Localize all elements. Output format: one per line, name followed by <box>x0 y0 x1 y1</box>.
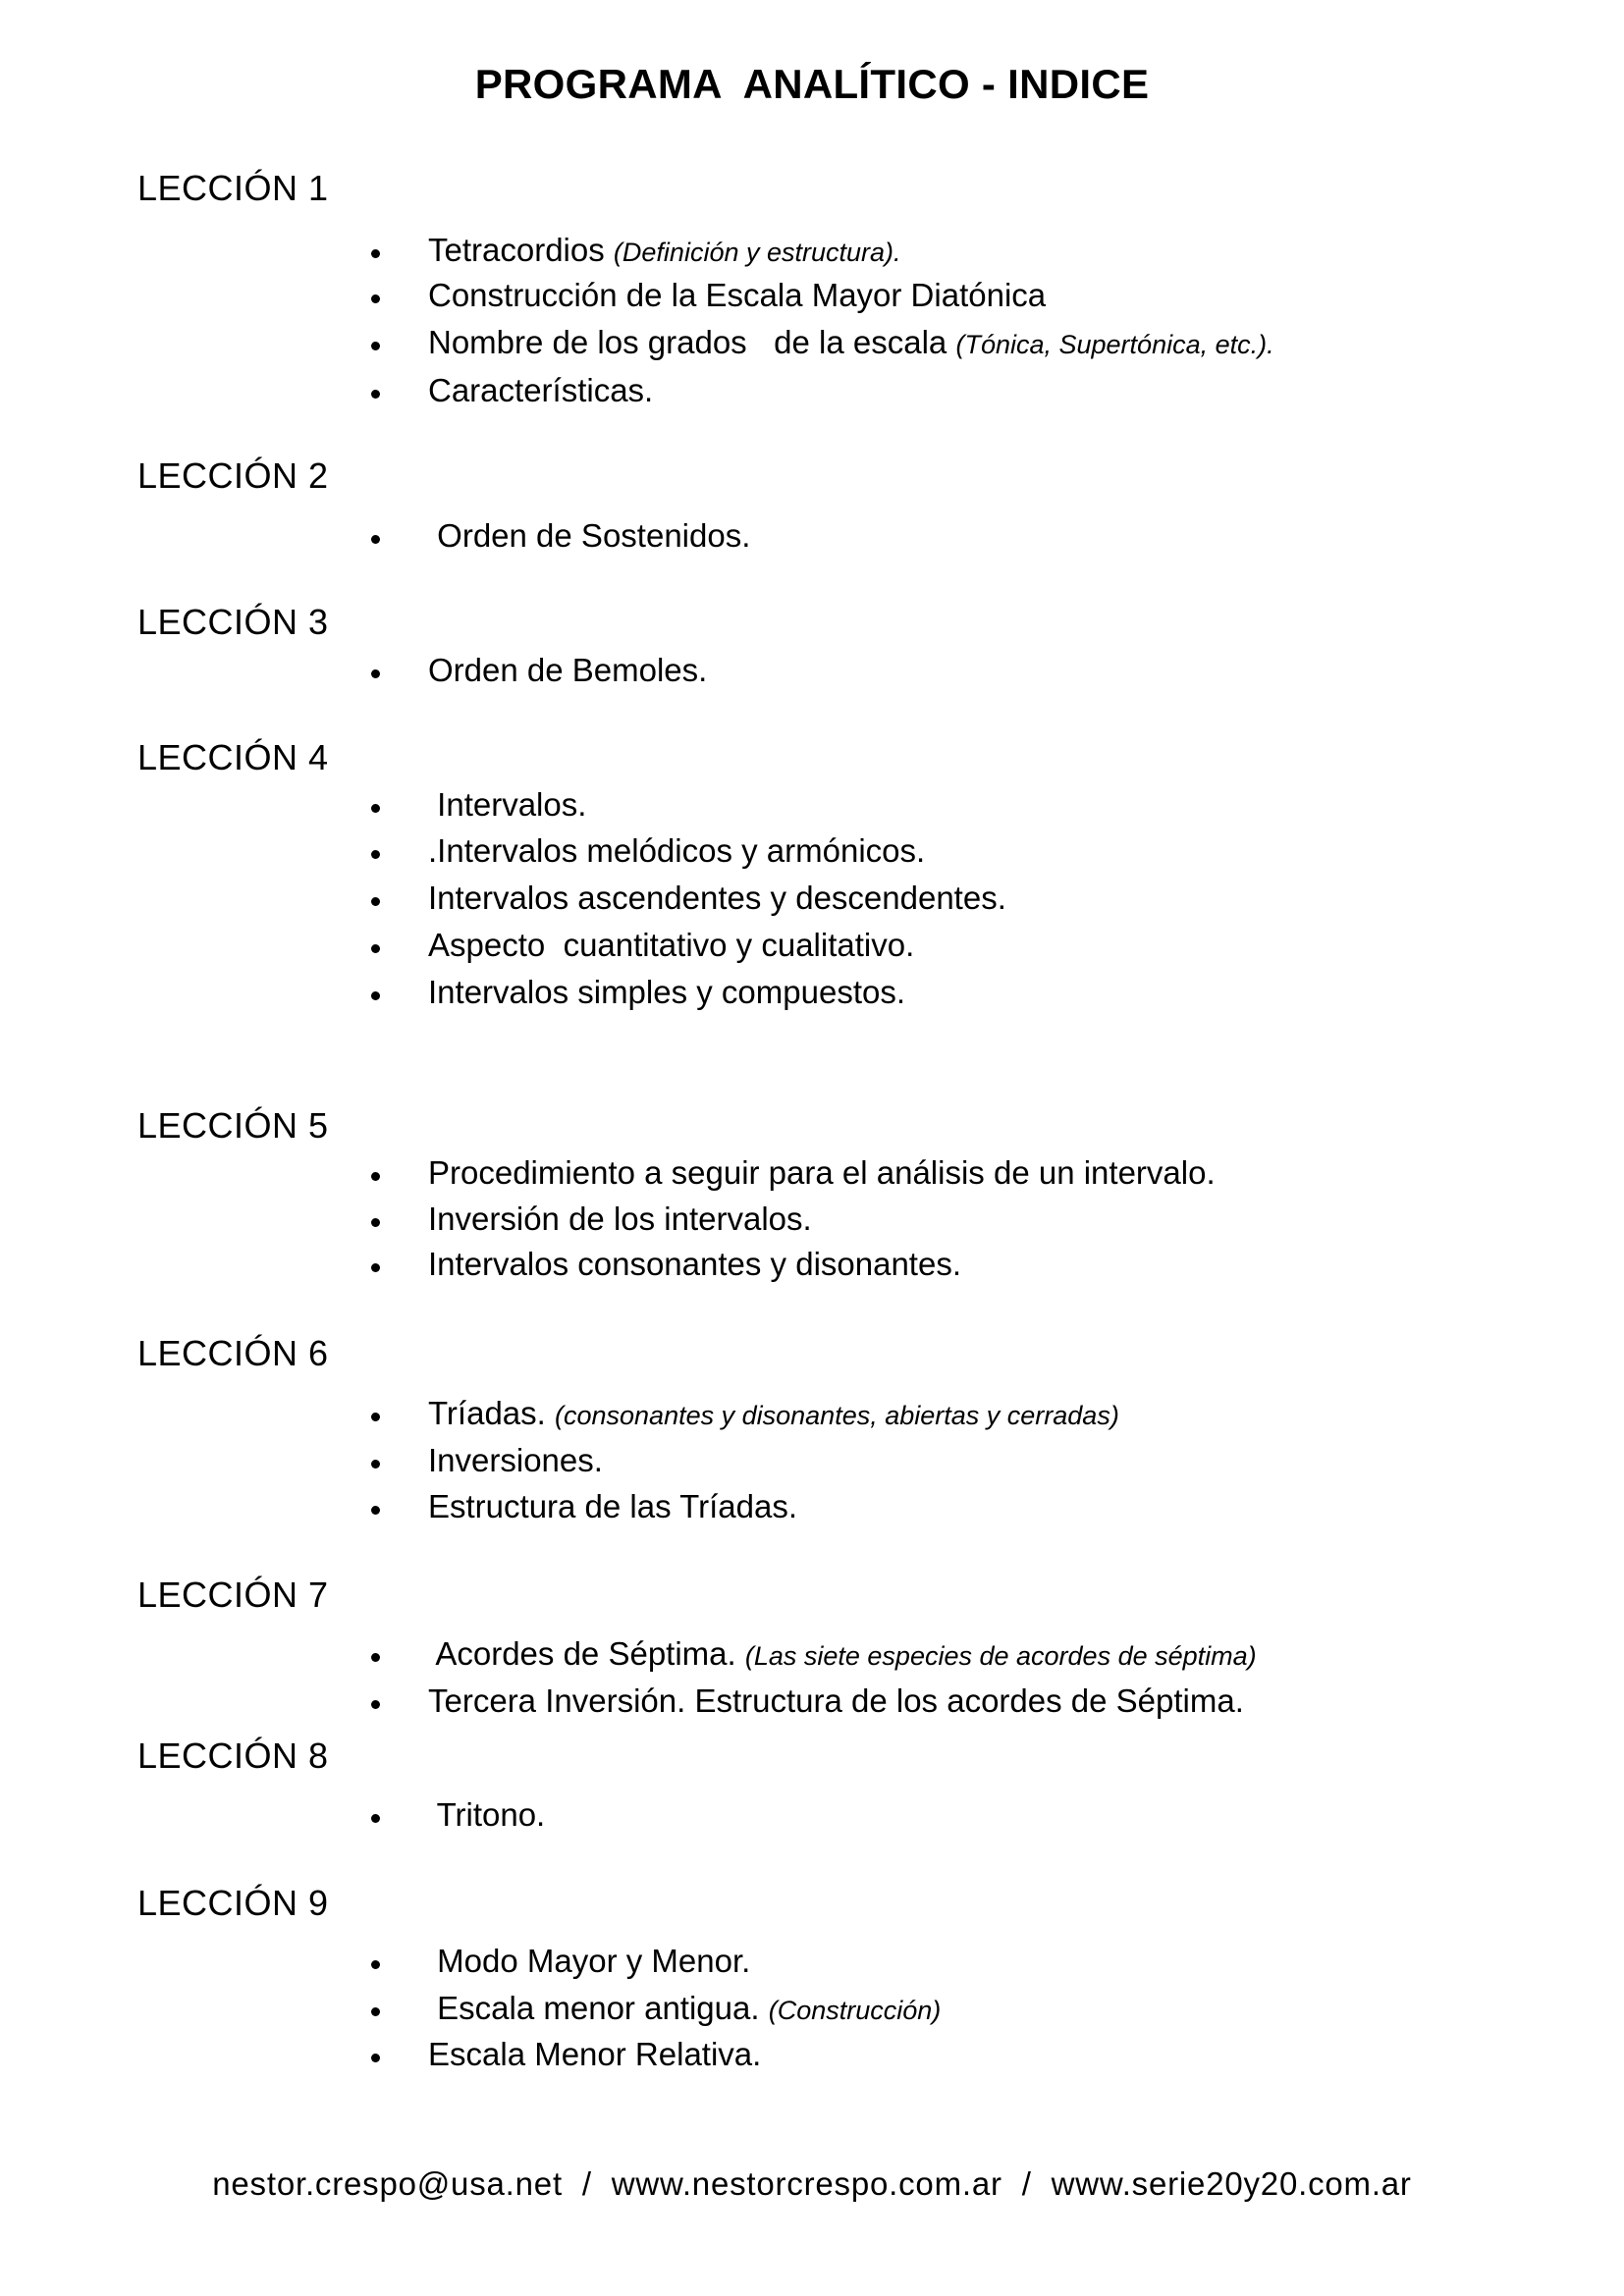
lesson-item-text <box>428 2036 761 2073</box>
lesson-heading: LECCIÓN 5 <box>137 1105 329 1146</box>
bullet-icon <box>371 804 380 813</box>
lesson-item <box>0 517 1624 564</box>
lesson-item-label: Escala menor antigua. <box>428 1990 769 2026</box>
lesson-item-text <box>428 652 707 689</box>
lesson-item-text <box>428 880 1006 917</box>
lesson-item-text <box>428 1682 1244 1720</box>
lesson-item <box>0 1442 1624 1489</box>
bullet-icon <box>371 2007 380 2016</box>
lesson-item-text <box>428 277 1046 314</box>
bullet-icon <box>371 944 380 953</box>
lesson-item-text <box>428 1154 1216 1192</box>
lesson-item-text <box>428 1488 797 1525</box>
lesson-item-text <box>428 372 653 409</box>
lesson-heading: LECCIÓN 9 <box>137 1883 329 1923</box>
bullet-icon <box>371 1814 380 1823</box>
lesson-item <box>0 372 1624 419</box>
lesson-item-text <box>428 832 925 870</box>
lesson-item-label: Escala Menor Relativa. <box>428 2036 762 2072</box>
bullet-icon <box>371 1263 380 1272</box>
lesson-item-text <box>428 1635 1257 1673</box>
lesson-item-label: Acordes de Séptima. <box>428 1635 745 1672</box>
lesson-item-text <box>428 927 914 964</box>
bullet-icon <box>371 991 380 1000</box>
bullet-icon <box>371 1653 380 1662</box>
lesson-item <box>0 652 1624 699</box>
lesson-item <box>0 1990 1624 2037</box>
lesson-item-label: Modo Mayor y Menor. <box>428 1943 751 1979</box>
lesson-item <box>0 1246 1624 1293</box>
lesson-item-label: Estructura de las Tríadas. <box>428 1488 798 1524</box>
bullet-icon <box>371 535 380 544</box>
bullet-icon <box>371 1460 380 1468</box>
lesson-item <box>0 974 1624 1021</box>
lesson-item <box>0 1943 1624 1990</box>
lesson-heading: LECCIÓN 2 <box>137 455 329 496</box>
lesson-item-note: (Construcción) <box>768 1996 942 2025</box>
lesson-item <box>0 2036 1624 2083</box>
lesson-item <box>0 1488 1624 1535</box>
lesson-item-text <box>428 1246 961 1283</box>
bullet-icon <box>371 850 380 859</box>
lesson-item <box>0 1395 1624 1442</box>
lesson-item <box>0 880 1624 927</box>
bullet-icon <box>371 1218 380 1227</box>
lesson-item-text <box>428 324 1274 361</box>
lesson-item-label: Tríadas. <box>428 1395 555 1431</box>
lesson-item-label: Intervalos consonantes y disonantes. <box>428 1246 962 1282</box>
lesson-item-note: (Definición y estructura). <box>613 238 901 267</box>
lesson-item-text <box>428 517 750 555</box>
lesson-heading: LECCIÓN 4 <box>137 737 329 777</box>
bullet-icon <box>371 342 380 350</box>
bullet-icon <box>371 294 380 303</box>
lesson-item-label: Nombre de los grados de la escala <box>428 324 956 360</box>
bullet-icon <box>371 1172 380 1181</box>
lesson-item <box>0 232 1624 279</box>
lesson-heading: LECCIÓN 3 <box>137 602 329 642</box>
lesson-item-text <box>428 1796 545 1834</box>
lesson-item-text <box>428 1442 603 1479</box>
bullet-icon <box>371 249 380 258</box>
lesson-item <box>0 1682 1624 1730</box>
lesson-item-text <box>428 974 905 1011</box>
lesson-item-label: Orden de Sostenidos. <box>428 517 751 554</box>
lesson-item-label: Intervalos ascendentes y descendentes. <box>428 880 1006 916</box>
bullet-icon <box>371 1700 380 1709</box>
lesson-item-label: Inversiones. <box>428 1442 603 1478</box>
lesson-item <box>0 1201 1624 1248</box>
lesson-item-note: (Las siete especies de acordes de séptima) <box>744 1641 1257 1671</box>
lesson-item <box>0 832 1624 880</box>
lesson-item-text <box>428 786 586 824</box>
lesson-item <box>0 324 1624 371</box>
lesson-item-text <box>428 1395 1119 1432</box>
bullet-icon <box>371 1413 380 1421</box>
lesson-item <box>0 1796 1624 1843</box>
lesson-item-label: Intervalos. <box>428 786 587 823</box>
lesson-item-label: Construcción de la Escala Mayor Diatónica <box>428 277 1047 313</box>
lesson-item-text <box>428 232 901 269</box>
lesson-item-label: Características. <box>428 372 654 408</box>
lesson-item-text <box>428 1990 941 2027</box>
bullet-icon <box>371 1506 380 1515</box>
bullet-icon <box>371 2054 380 2062</box>
lesson-item-label: Procedimiento a seguir para el análisis de un intervalo. <box>428 1154 1216 1191</box>
lesson-item-label: Tritono. <box>428 1796 546 1833</box>
page-title: PROGRAMA ANALÍTICO - INDICE <box>474 61 1150 107</box>
lesson-heading: LECCIÓN 6 <box>137 1333 329 1373</box>
lesson-item-label: Aspecto cuantitativo y cualitativo. <box>428 927 915 963</box>
lesson-heading: LECCIÓN 1 <box>137 168 329 208</box>
lesson-item-label: Inversión de los intervalos. <box>428 1201 812 1237</box>
footer-contact: nestor.crespo@usa.net / www.nestorcrespo.com.ar / www.serie20y20.com.ar <box>212 2165 1412 2202</box>
lesson-item-text <box>428 1201 812 1238</box>
lesson-item-note: (Tónica, Supertónica, etc.). <box>955 330 1274 359</box>
bullet-icon <box>371 1960 380 1969</box>
bullet-icon <box>371 669 380 678</box>
lesson-item-note: (consonantes y disonantes, abiertas y cerradas) <box>555 1401 1119 1430</box>
lesson-item-label: Tetracordios <box>428 232 614 268</box>
lesson-heading: LECCIÓN 8 <box>137 1735 329 1776</box>
lesson-item <box>0 277 1624 324</box>
lesson-item-label: Orden de Bemoles. <box>428 652 708 688</box>
bullet-icon <box>371 897 380 906</box>
bullet-icon <box>371 390 380 399</box>
lesson-item-label: Tercera Inversión. Estructura de los acordes de Séptima. <box>428 1682 1244 1719</box>
lesson-item-text <box>428 1943 750 1980</box>
lesson-item <box>0 1635 1624 1682</box>
lesson-item-label: .Intervalos melódicos y armónicos. <box>428 832 926 869</box>
lesson-heading: LECCIÓN 7 <box>137 1575 329 1615</box>
lesson-item-label: Intervalos simples y compuestos. <box>428 974 906 1010</box>
lesson-item <box>0 1154 1624 1201</box>
lesson-item <box>0 786 1624 833</box>
lesson-item <box>0 927 1624 974</box>
